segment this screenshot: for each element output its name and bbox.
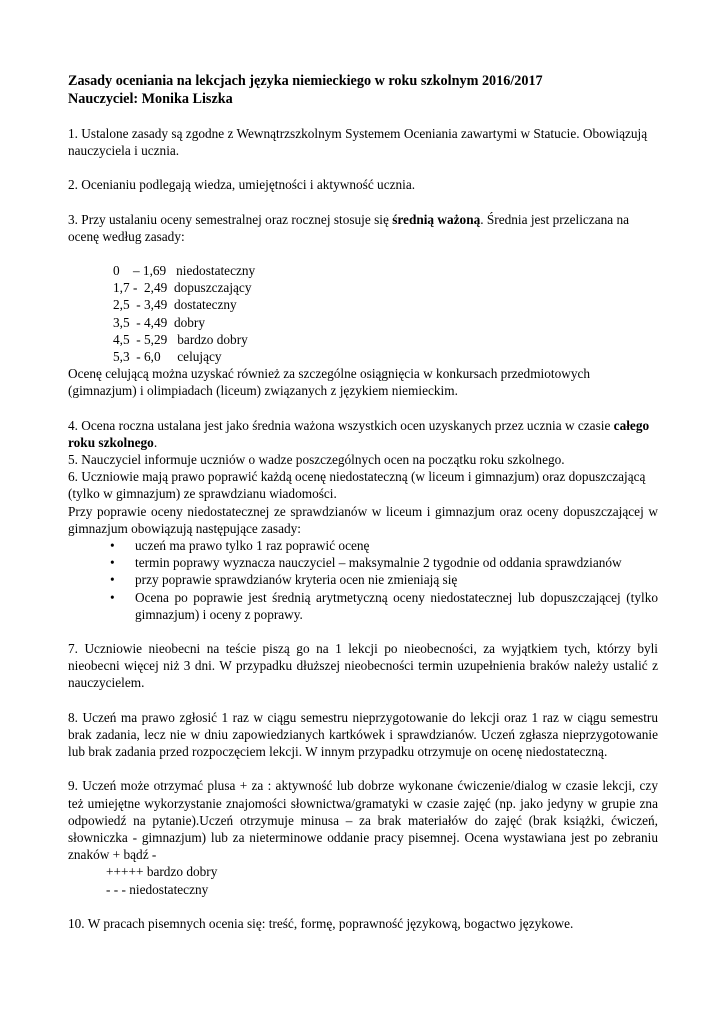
title-line-1: Zasady oceniania na lekcjach języka niemieckiego w roku szkolnym 2016/2017 <box>68 73 543 89</box>
teacher-name: Nauczyciel: Monika Liszka <box>68 91 233 107</box>
rule-7: 7. Uczniowie nieobecni na teście piszą go na 1 lekcji po nieobecności, za wyjątkiem tych, którzy byli nieobecni więcej niż 3 dni. W przypadku dłuższej nieobecności termin uzupełnienia braków należy ustalić z nauczycielem. <box>68 641 658 691</box>
rule-2: 2. Ocenianiu podlegają wiedza, umiejętności i aktywność ucznia. <box>68 177 416 193</box>
bullet-icon: • <box>110 589 115 605</box>
grade-scale-row: 2,5 - 3,49 dostateczny <box>113 297 237 313</box>
rule-6: 6. Uczniowie mają prawo poprawić każdą ocenę niedostateczną (w liceum i gimnazjum) oraz dopuszczającą (tylko w gimnazjum) ze sprawdzianu wiadomości. <box>68 469 646 502</box>
rule-10: 10. W pracach pisemnych ocenia się: treść, formę, poprawność językową, bogactwo językowe. <box>68 915 574 931</box>
rule-3 <box>68 211 658 245</box>
rule-6-list <box>108 537 658 623</box>
list-item <box>108 537 658 554</box>
bullet-icon: • <box>110 555 115 571</box>
rule-3-bold: średnią ważoną <box>392 211 481 227</box>
grade-scale-row: 0 – 1,69 niedostateczny <box>113 263 256 279</box>
list-item-text: Ocena po poprawie jest średnią arytmetyczną oceny niedostatecznej lub dopuszczającej (tylko gimnazjum) i oceny z poprawy. <box>135 589 658 622</box>
grade-scale-row: 1,7 - 2,49 dopuszczający <box>113 280 252 296</box>
celujacy-note: Ocenę celującą można uzyskać również za szczególne osiągnięcia w konkursach przedmiotowych (gimnazjum) i olimpiadach (liceum) związanych z językiem niemieckim. <box>68 366 591 399</box>
bullet-icon: • <box>110 538 115 554</box>
rule-9: 9. Uczeń może otrzymać plusa + za : aktywność lub dobrze wykonane ćwiczenie/dialog w czasie lekcji, czy też umiejętne wykorzystanie znajomości słownictwa/gramatyki w czasie zajęć (np. jako jedyny w grupie zna odpowiedź na pytanie).Uczeń otrzymuje minusa – za brak materiałów do zajęć (brak książki, ćwiczeń, słowniczka - gimnazjum) lub za nieterminowe oddanie pracy pisemnej. Ocena wystawiana jest po zebraniu znaków + bądź - <box>68 778 658 863</box>
mark-row: - - - niedostateczny <box>106 881 209 897</box>
rule-4-text-end: . <box>153 434 158 450</box>
list-item <box>108 589 658 623</box>
rule-8: 8. Uczeń ma prawo zgłosić 1 raz w ciągu semestru nieprzygotowanie do lekcji oraz 1 raz w ciągu semestru brak zadania, lecz nie w dniu zapowiedzianych kartkówek i sprawdzianów. Uczeń zgłasza nieprzygotowanie lub brak zadania przed rozpoczęciem lekcji. W innym przypadku otrzymuje on ocenę niedostateczną. <box>68 709 658 760</box>
list-item-text: przy poprawie sprawdzianów kryteria ocen nie zmieniają się <box>135 572 458 588</box>
plus-minus-marks <box>106 863 658 897</box>
document-page <box>68 72 658 932</box>
rule-6-intro: Przy poprawie oceny niedostatecznej ze sprawdzianów w liceum i gimnazjum oraz oceny dopuszczającej w gimnazjum obowiązują następujące zasady: <box>68 503 658 536</box>
list-item-text: uczeń ma prawo tylko 1 raz poprawić ocenę <box>135 538 370 554</box>
list-item-text: termin poprawy wyznacza nauczyciel – maksymalnie 2 tygodnie od oddania sprawdzianów <box>135 555 622 571</box>
grade-scale-row: 4,5 - 5,29 bardzo dobry <box>113 331 248 347</box>
rule-3-text: 3. Przy ustalaniu oceny semestralnej oraz rocznej stosuje się <box>68 211 393 227</box>
rule-4-bold: całego roku szkolnego <box>68 417 650 450</box>
rule-3-text-end: . Średnia jest przeliczana na ocenę według zasady: <box>68 211 630 244</box>
rule-5: 5. Nauczyciel informuje uczniów o wadze poszczególnych ocen na początku roku szkolnego. <box>68 452 565 468</box>
grade-scale <box>113 262 658 365</box>
list-item <box>108 554 658 571</box>
rule-1: 1. Ustalone zasady są zgodne z Wewnątrzszkolnym Systemem Oceniania zawartymi w Statucie. Obowiązują nauczyciela i ucznia. <box>68 126 648 159</box>
rule-4-text: 4. Ocena roczna ustalana jest jako średnia ważona wszystkich ocen uzyskanych przez ucznia w czasie <box>68 417 614 433</box>
grade-scale-row: 5,3 - 6,0 celujący <box>113 349 222 365</box>
rule-4 <box>68 417 658 451</box>
mark-row: +++++ bardzo dobry <box>106 864 218 880</box>
list-item <box>108 571 658 588</box>
grade-scale-row: 3,5 - 4,49 dobry <box>113 314 205 330</box>
document-title <box>68 72 658 108</box>
bullet-icon: • <box>110 572 115 588</box>
